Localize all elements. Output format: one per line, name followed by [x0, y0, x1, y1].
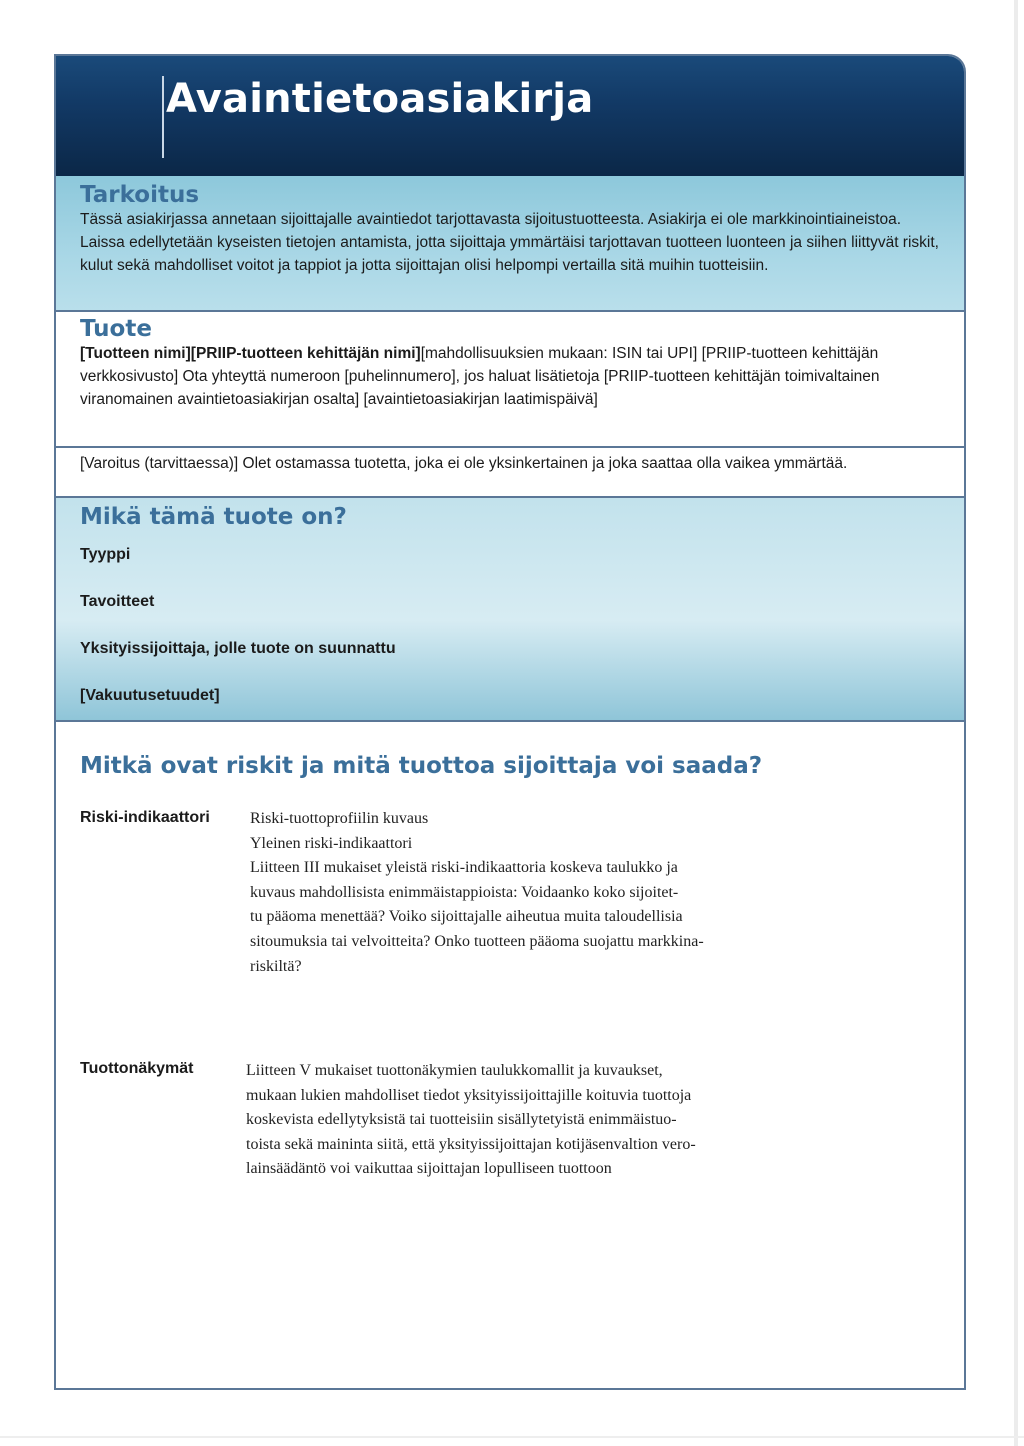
tuote-product-name: [Tuotteen nimi][PRIIP-tuotteen kehittäjän nimi] — [80, 345, 421, 362]
header-accent-bar — [162, 76, 164, 158]
riskit-heading: Mitkä ovat riskit ja mitä tuottoa sijoittaja voi saada? — [80, 753, 763, 779]
mika-item-vakuutusetuudet: [Vakuutusetuudet] — [80, 687, 220, 704]
tarkoitus-heading: Tarkoitus — [80, 182, 200, 208]
section-tuote — [56, 312, 964, 448]
mika-heading: Mikä tämä tuote on? — [80, 504, 347, 530]
document-title: Avaintietoasiakirja — [166, 76, 594, 122]
section-mika-tuote — [56, 498, 964, 722]
risk-indicator-label: Riski-indikaattori — [80, 809, 210, 826]
page-edge-shadow — [1014, 0, 1018, 1446]
tuote-heading: Tuote — [80, 316, 152, 342]
mika-item-yksityissijoittaja: Yksityissijoittaja, jolle tuote on suunnattu — [80, 640, 396, 657]
tarkoitus-text: Tässä asiakirjassa annetaan sijoittajalle avaintiedot tarjottavasta sijoitustuotteesta. Asiakirja ei ole markkinointiaineistoa. Laissa edellytetään kyseisten tietojen antamista, jotta sijoittaja ymmärtäisi tarjottavan tuotteen luonteen ja siihen liittyvät riskit, kulut sekä mahdolliset voitot ja tappiot ja jotta sijoittajan olisi helpompi vertailla sitä muihin tuotteisiin. — [80, 211, 939, 274]
varoitus-text: [Varoitus (tarvittaessa)] Olet ostamassa tuotetta, joka ei ole yksinkertainen ja joka saattaa olla vaikea ymmärtää. — [80, 455, 848, 472]
tuote-text — [80, 342, 940, 411]
yield-outlook-label: Tuottonäkymät — [80, 1060, 194, 1077]
document-page — [54, 54, 966, 1390]
section-tarkoitus — [56, 176, 964, 312]
tuote-details: [mahdollisuuksien mukaan: ISIN tai UPI] [PRIIP-tuotteen kehittäjän verkkosivusto] Ota yhteyttä numeroon [puhelinnumero], jos haluat lisätietoja [PRIIP-tuotteen kehittäjän toimivaltainen viranomainen avaintietoasiakirjan osalta] [avaintietoasiakirjan laatimispäivä] — [80, 345, 880, 408]
yield-outlook-text: Liitteen V mukaiset tuottonäkymien taulukkomallit ja kuvaukset, mukaan lukien mahdolliset tiedot yksityissijoittajille koituvia tuottoja koskevista edellytyksistä tai tuotteisiin sisällytetyistä enimmäistuo- toista sekä maininta siitä, että yksityissijoittajan kotijäsenvaltion vero- lainsäädäntö voi vaikuttaa sijoittajan lopulliseen tuottoon — [246, 1062, 696, 1178]
document-header — [56, 56, 964, 176]
section-varoitus — [56, 448, 964, 498]
page-bottom-rule — [0, 1436, 1024, 1438]
risk-indicator-text: Riski-tuottoprofiilin kuvaus Yleinen riski-indikaattori Liitteen III mukaiset yleistä riski-indikaattoria koskeva taulukko ja kuvaus mahdollisista enimmäistappioista: Voidaanko koko sijoitet- tu pääoma menettää? Voiko sijoittajalle aiheutua muita taloudellisia sitoumuksia tai velvoitteita? Onko tuotteen pääoma suojattu markkina- riskiltä? — [250, 810, 704, 975]
mika-item-tavoitteet: Tavoitteet — [80, 593, 155, 610]
mika-item-tyyppi: Tyyppi — [80, 546, 131, 563]
